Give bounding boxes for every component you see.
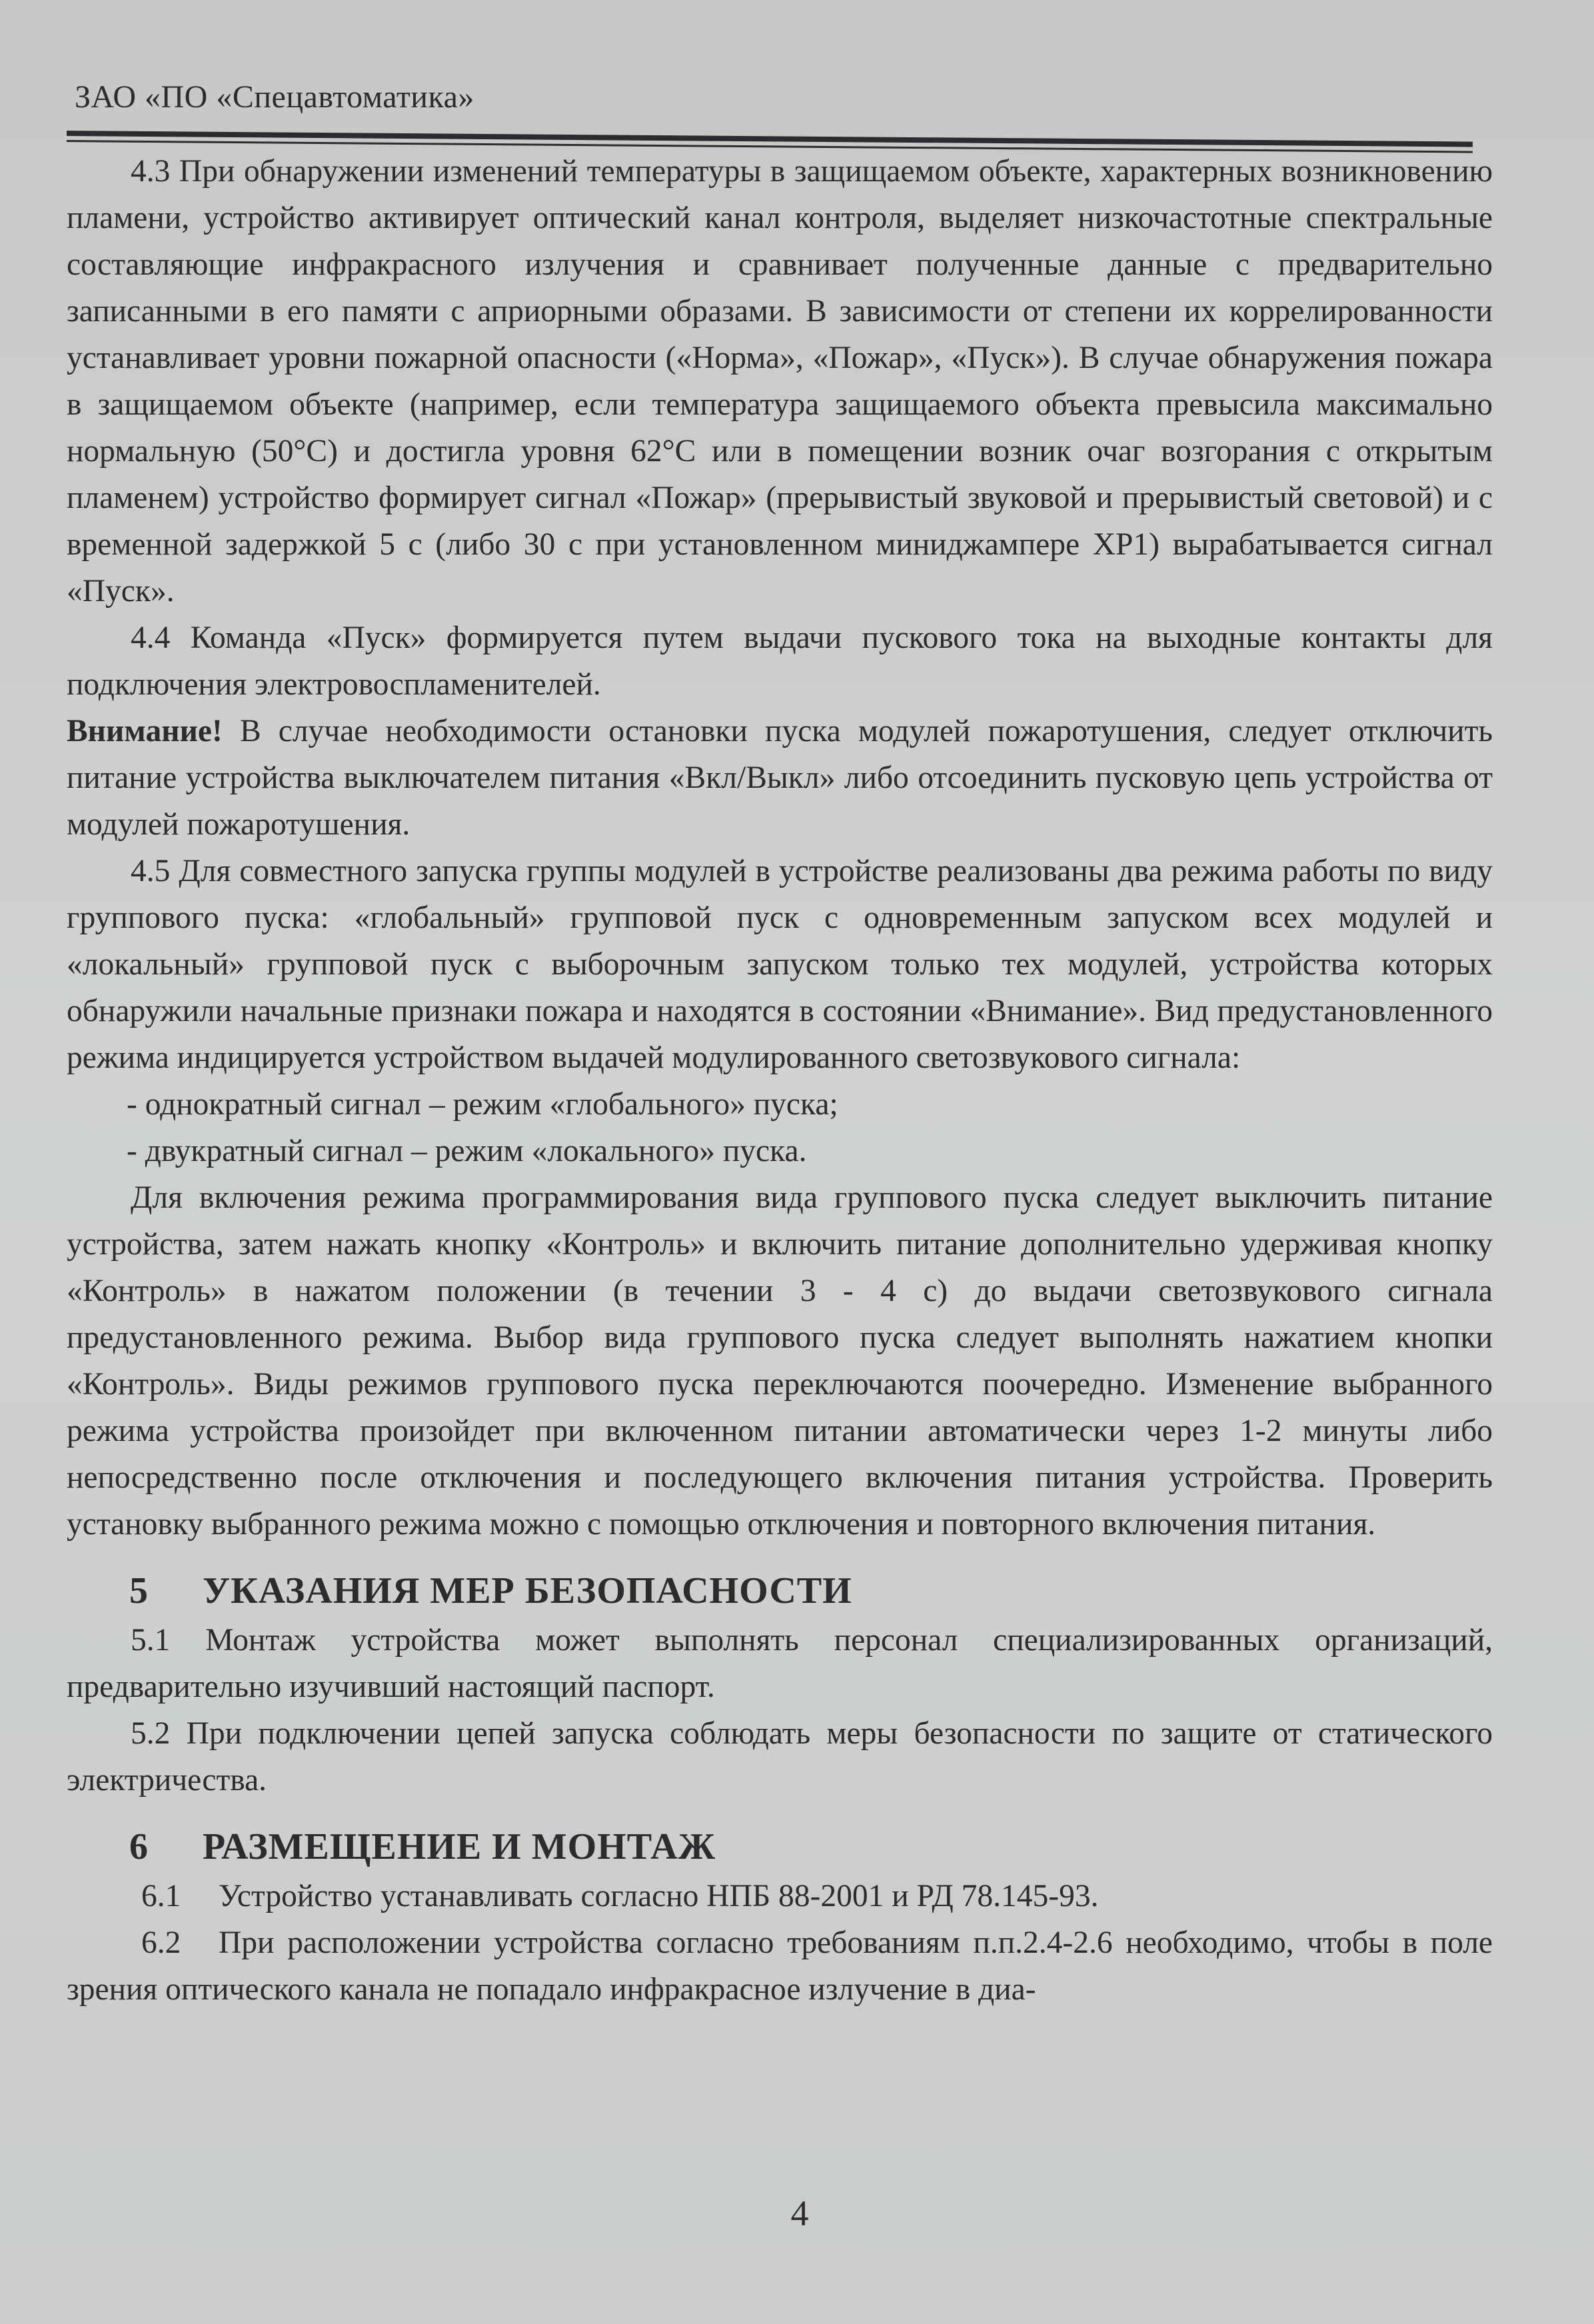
list-item: - двукратный сигнал – режим «локального» пуска. xyxy=(127,1134,807,1168)
body-text xyxy=(67,148,1493,2013)
warning-text: В случае необходимости остановки пуска модулей пожаротушения, следует отключить питание устройства выключателем питания «Вкл/Выкл» либо отсоединить пусковую цепь устройства от модулей пожаротушения. xyxy=(67,714,1493,842)
clause-text: При расположении устройства согласно требованиям п.п.2.4-2.6 необходимо, чтобы в поле зрения оптического канала не попадало инфракрасное излучение в диа- xyxy=(67,1925,1493,2007)
clause-text: Устройство устанавливать согласно НПБ 88-2001 и РД 78.145-93. xyxy=(219,1879,1099,1913)
section-5-heading xyxy=(67,1568,1493,1614)
section-number: 6 xyxy=(129,1826,149,1867)
page-header: ЗАО «ПО «Спецавтоматика» xyxy=(75,79,474,115)
section-title: УКАЗАНИЯ МЕР БЕЗОПАСНОСТИ xyxy=(203,1570,852,1612)
list-item: - однократный сигнал – режим «глобального» пуска; xyxy=(127,1087,838,1122)
paragraph-4-4: 4.4 Команда «Пуск» формируется путем выдачи пускового тока на выходные контакты для подключения электровоспламенителей. xyxy=(67,620,1493,702)
paragraph-4-3: 4.3 При обнаружении изменений температуры в защищаемом объекте, характерных возникновению пламени, устройство активирует оптический канал контроля, выделяет низкочастотные спектральные составляющие инфракрасного излучения и сравнивает полученные данные с предварительно записанными в его памяти с априорными образами. В зависимости от степени их коррелированности устанавливает уровни пожарной опасности («Норма», «Пожар», «Пуск»). В случае обнаружения пожара в защищаемом объекте (например, если температура защищаемого объекта превысила максимально нормальную (50°С) и достигла уровня 62°С или в помещении возник очаг возгорания с открытым пламенем) устройство формирует сигнал «Пожар» (прерывистый звуковой и прерывистый световой) и с временной задержкой 5 с (либо 30 с при установленном миниджампере XP1) вырабатывается сигнал «Пуск». xyxy=(67,154,1493,608)
paragraph-6-1 xyxy=(67,1873,1493,1919)
page-number: 4 xyxy=(790,2193,809,2233)
paragraph-programming: Для включения режима программирования вида группового пуска следует выключить питание устройства, затем нажать кнопку «Контроль» и включить питание дополнительно удерживая кнопку «Контроль» в нажатом положении (в течении 3 - 4 с) до выдачи светозвукового сигнала предустановленного режима. Выбор вида группового пуска следует выполнять нажатием кнопки «Контроль». Виды режимов группового пуска переключаются поочередно. Изменение выбранного режима устройства произойдет при включенном питании автоматически через 1-2 минуты либо непосредственно после отключения и последующего включения питания устройства. Проверить установку выбранного режима можно с помощью отключения и повторного включения питания. xyxy=(67,1180,1493,1542)
warning-paragraph xyxy=(67,708,1493,848)
paragraph-5-2: 5.2 При подключении цепей запуска соблюдать меры безопасности по защите от статического электричества. xyxy=(67,1716,1493,1797)
section-title: РАЗМЕЩЕНИЕ И МОНТАЖ xyxy=(203,1826,716,1867)
paragraph-5-1: 5.1 Монтаж устройства может выполнять персонал специализированных организаций, предварительно изучивший настоящий паспорт. xyxy=(67,1623,1493,1704)
warning-label: Внимание! xyxy=(67,714,223,748)
paragraph-6-2 xyxy=(67,1919,1493,2013)
paragraph-4-5: 4.5 Для совместного запуска группы модулей в устройстве реализованы два режима работы по виду группового пуска: «глобальный» групповой пуск с одновременным запуском всех модулей и «локальный» групповой пуск с выборочным запуском только тех модулей, устройства которых обнаружили начальные признаки пожара и находятся в состоянии «Внимание». Вид предустановленного режима индицируется устройством выдачей модулированного светозвукового сигнала: xyxy=(67,854,1493,1075)
clause-number: 6.2 xyxy=(141,1925,181,1960)
header-rule-thick xyxy=(67,131,1473,147)
clause-number: 6.1 xyxy=(141,1879,181,1913)
section-number: 5 xyxy=(129,1570,149,1612)
section-6-heading xyxy=(67,1823,1493,1870)
